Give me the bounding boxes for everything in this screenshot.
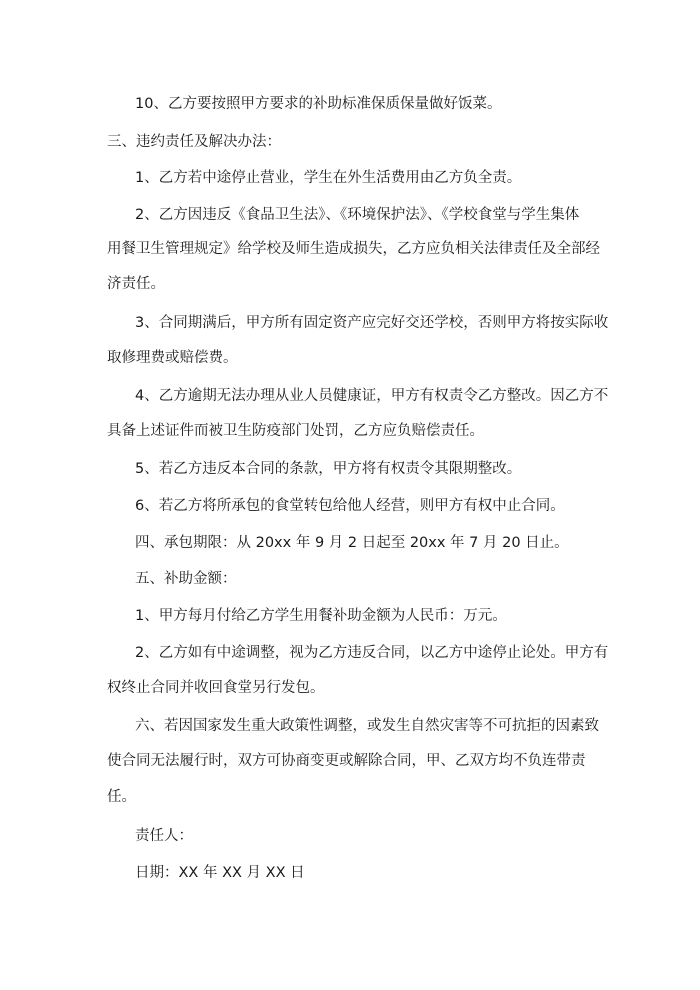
breach-clause-2-line-1: 2、乙方因违反《食品卫生法》、《环境保护法》、《学校食堂与学生集体 [135, 207, 580, 223]
clause-10-line: 10、乙方要按照甲方要求的补助标准保质保量做好饭菜。 [135, 96, 502, 112]
breach-clause-2-line-3: 济责任。 [107, 276, 165, 292]
date-line: 日期：XX 年 XX 月 XX 日 [135, 865, 305, 881]
section-6-line-1: 六、若因国家发生重大政策性调整，或发生自然灾害等不可抗拒的因素致 [135, 718, 599, 734]
breach-clause-5: 5、若乙方违反本合同的条款，甲方将有权责令其限期整改。 [135, 461, 522, 477]
section-5-heading: 五、补助金额： [135, 571, 237, 587]
subsidy-clause-2-line-1: 2、乙方如有中途调整，视为乙方违反合同，以乙方中途停止论处。甲方有 [135, 645, 609, 661]
breach-clause-4-line-2: 具备上述证件而被卫生防疫部门处罚，乙方应负赔偿责任。 [107, 423, 484, 439]
subsidy-clause-2-line-2: 权终止合同并收回食堂另行发包。 [107, 680, 325, 696]
breach-clause-1: 1、乙方若中途停止营业，学生在外生活费用由乙方负全责。 [135, 170, 522, 186]
responsible-person-label: 责任人： [135, 828, 193, 844]
breach-clause-4-line-1: 4、乙方逾期无法办理从业人员健康证，甲方有权责令乙方整改。因乙方不 [135, 388, 609, 404]
breach-clause-3-line-1: 3、合同期满后，甲方所有固定资产应完好交还学校，否则甲方将按实际收 [135, 315, 609, 331]
section-6-line-3: 任。 [107, 789, 136, 805]
breach-clause-2-line-2: 用餐卫生管理规定》给学校及师生造成损失，乙方应负相关法律责任及全部经 [107, 241, 600, 257]
section-6-line-2: 使合同无法履行时，双方可协商变更或解除合同，甲、乙双方均不负连带责 [107, 753, 586, 769]
breach-clause-6: 6、若乙方将所承包的食堂转包给他人经营，则甲方有权中止合同。 [135, 498, 565, 514]
subsidy-clause-1: 1、甲方每月付给乙方学生用餐补助金额为人民币：万元。 [135, 608, 507, 624]
section-3-heading: 三、违约责任及解决办法： [107, 134, 281, 150]
breach-clause-3-line-2: 取修理费或赔偿费。 [107, 350, 238, 366]
section-4-contract-term: 四、承包期限：从 20xx 年 9 月 2 日起至 20xx 年 7 月 20 日止。 [135, 535, 569, 551]
